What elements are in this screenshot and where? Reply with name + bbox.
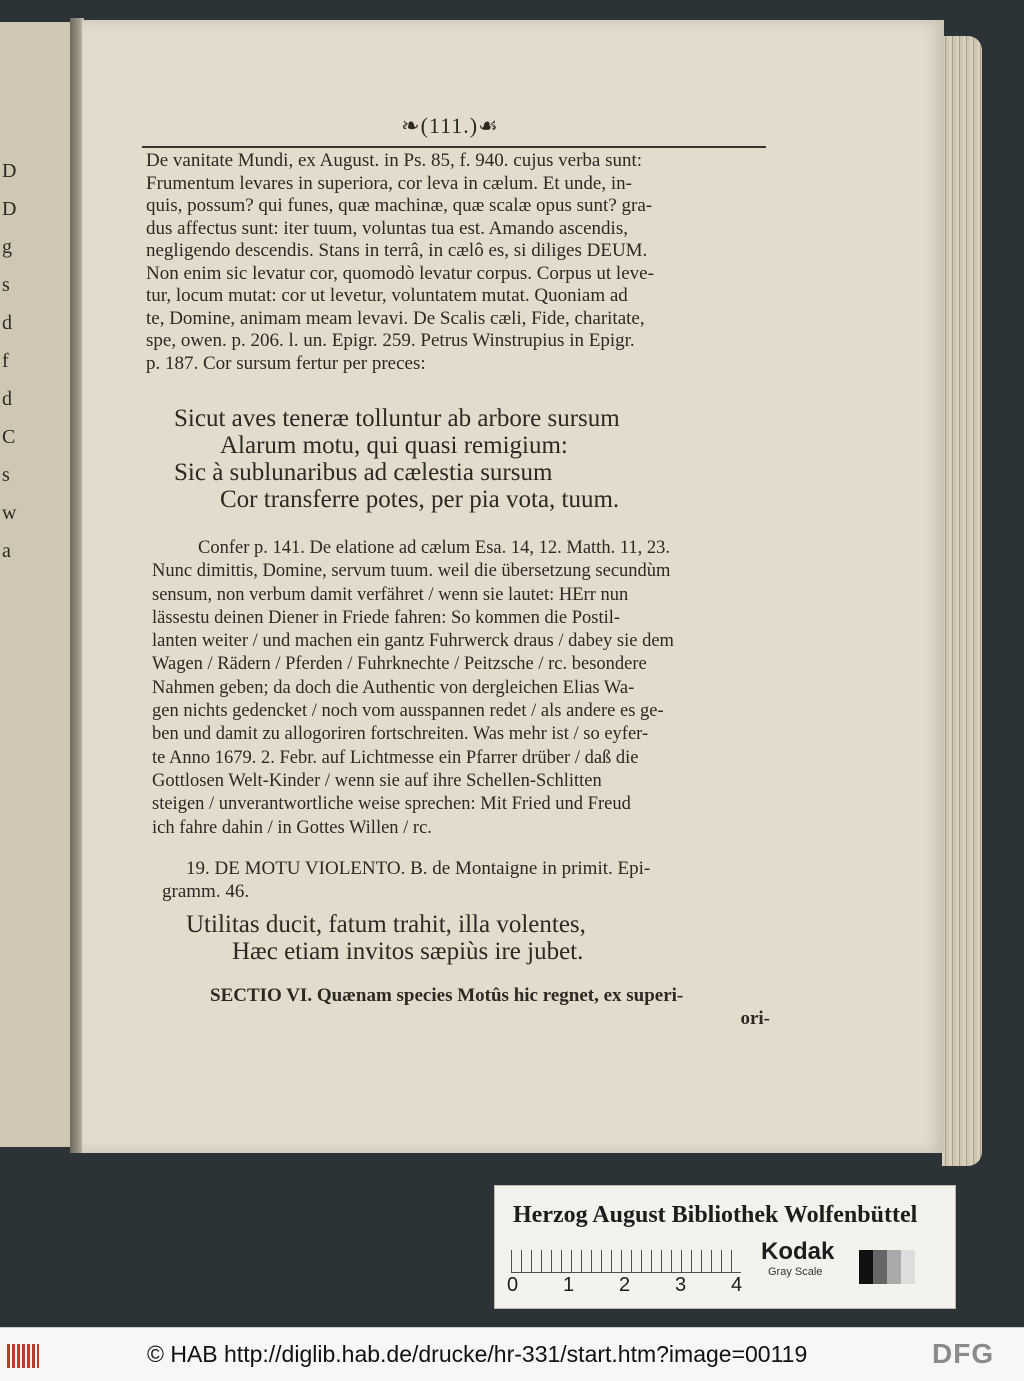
text-line: Gottlosen Welt-Kinder / wenn sie auf ihre Schellen-Schlitten: [152, 770, 602, 791]
ornament-left-icon: ❧: [401, 113, 421, 138]
ruler-number: 2: [619, 1274, 631, 1296]
ruler-number: 4: [731, 1274, 743, 1296]
measurement-ruler: [511, 1250, 741, 1273]
text-line: p. 187. Cor sursum fertur per preces:: [146, 352, 426, 374]
text-line: dus affectus sunt: iter tuum, voluntas tua est. Amando ascendis,: [146, 217, 628, 239]
page-number: ❧(111.)☙: [401, 113, 499, 138]
verse-line: Alarum motu, qui quasi remigium:: [220, 432, 568, 459]
text-line: lanten weiter / und machen ein gantz Fuhrwerck draus / dabey sie dem: [152, 631, 674, 652]
text-line: te, Domine, animam meam levavi. De Scalis cæli, Fide, charitate,: [146, 307, 645, 329]
page-edges: [942, 36, 982, 1166]
text-line: Nahmen geben; da doch die Authentic von dergleichen Elias Wa-: [152, 677, 635, 698]
paragraph-confer: [152, 537, 772, 840]
text-line: sensum, non verbum damit verfähret / wenn sie lautet: HErr nun: [152, 584, 629, 605]
library-color-chart-label: [494, 1185, 956, 1309]
sectio-vi-heading: [210, 985, 770, 1030]
text-line: Wagen / Rädern / Pferden / Fuhrknechte / Peitzsche / rc. besondere: [152, 654, 647, 675]
verse-line: Sic à sublunaribus ad cælestia sursum: [174, 459, 553, 486]
text-line: De vanitate Mundi, ex August. in Ps. 85, f. 940. cujus verba sunt:: [146, 150, 643, 171]
paragraph-vanitate: [146, 150, 770, 375]
verse-line: Sicut aves teneræ tolluntur ab arbore sursum: [174, 405, 620, 432]
text-line: Nunc dimittis, Domine, servum tuum. weil die übersetzung secundùm: [152, 561, 671, 582]
verse-utilitas: [186, 911, 586, 965]
gray-swatch-dark: [873, 1250, 887, 1284]
text-line: Non enim sic levatur cor, quomodò levatur corpus. Corpus ut leve-: [146, 262, 654, 284]
verse-line: Cor transferre potes, per pia vota, tuum.: [220, 486, 620, 513]
text-line: Confer p. 141. De elatione ad cælum Esa. 14, 12. Matth. 11, 23.: [198, 538, 671, 558]
text-line: ich fahre dahin / in Gottes Willen / rc.: [152, 817, 432, 838]
ruler-number: 1: [563, 1274, 575, 1296]
text-line: gen nichts gedencket / noch vom ausspannen redet / als andere es ge-: [152, 701, 664, 722]
text-line: Frumentum levares in superiora, cor leva in cælum. Et unde, in-: [146, 172, 632, 194]
text-line: lässestu deinen Diener in Friede fahren: So kommen die Postil-: [152, 607, 621, 628]
text-line: 19. DE MOTU VIOLENTO. B. de Montaigne in primit. Epi-: [186, 858, 651, 879]
text-line: te Anno 1679. 2. Febr. auf Lichtmesse ein Pfarrer drüber / daß die: [152, 747, 639, 768]
footer-bar: [0, 1327, 1024, 1381]
catchword: ori-: [740, 1007, 770, 1029]
text-line: quis, possum? qui funes, quæ machinæ, quæ scalæ opus sunt? gra-: [146, 195, 653, 216]
gray-scale-caption: Gray Scale: [768, 1266, 823, 1278]
gray-swatch-black: [859, 1250, 873, 1284]
text-line: ben und damit zu allogoriren fortschreiten. Was mehr ist / so eyfer-: [152, 724, 649, 745]
text-line: spe, owen. p. 206. l. un. Epigr. 259. Petrus Winstrupius in Epigr.: [146, 330, 635, 351]
verse-line: Utilitas ducit, fatum trahit, illa volentes,: [186, 911, 586, 938]
text-line: steigen / unverantwortliche weise sprechen: Mit Fried und Freud: [152, 794, 631, 815]
hab-logo-icon: [6, 1340, 40, 1370]
verse-sicut-aves: [174, 405, 620, 513]
text-line: tur, locum mutat: cor ut levetur, voluntatem mutat. Quoniam ad: [146, 285, 628, 306]
left-page-remnant: [0, 22, 72, 1147]
text-line: gramm. 46.: [162, 880, 250, 902]
text-line: negligendo descendis. Stans in terrâ, in cælô es, si diliges DEUM.: [146, 240, 648, 261]
left-page-fragment-text: D D g s d f d C s w a: [2, 160, 17, 562]
text-line: SECTIO VI. Quænam species Motûs hic regnet, ex superi-: [210, 985, 684, 1006]
ornament-right-icon: ☙: [478, 113, 499, 138]
verse-line: Hæc etiam invitos sæpiùs ire jubet.: [232, 938, 584, 965]
section-19-heading: [162, 858, 766, 903]
ruler-number: 3: [675, 1274, 687, 1296]
dfg-logo: DFG: [932, 1338, 995, 1369]
kodak-brand: Kodak: [761, 1238, 835, 1265]
header-rule: [142, 146, 766, 148]
copyright-link[interactable]: © HAB http://diglib.hab.de/drucke/hr-331/start.htm?image=00119: [147, 1341, 808, 1367]
gray-swatch-light: [901, 1250, 915, 1284]
institution-name: Herzog August Bibliothek Wolfenbüttel: [513, 1202, 918, 1228]
ruler-number: 0: [507, 1274, 519, 1296]
gray-swatch-mid: [887, 1250, 901, 1284]
